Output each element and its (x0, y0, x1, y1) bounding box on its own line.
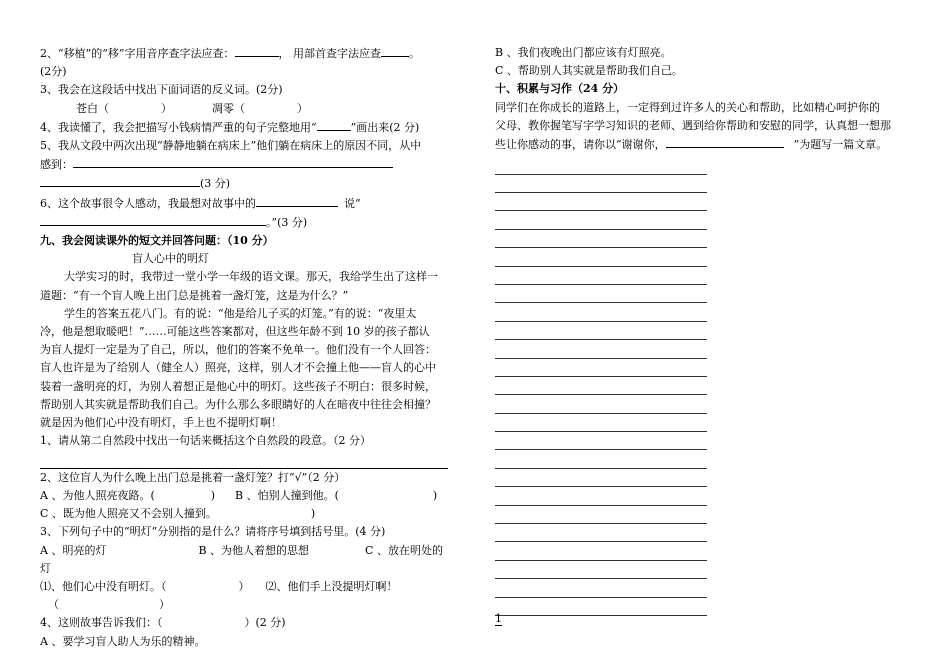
option-a-close: ) (210, 489, 216, 503)
word-1-close: ） (161, 101, 172, 115)
writing-prompt-text-b: ”为题写一篇文章。 (793, 138, 888, 152)
question-6-text-b: 说“ (344, 196, 361, 210)
reading-question-4-option-a: A 、要学习盲人助人为乐的精神。 (40, 634, 206, 648)
writing-line[interactable] (495, 524, 707, 542)
option-a: A 、明亮的灯 (40, 543, 107, 557)
writing-line[interactable] (495, 285, 707, 303)
option-b: B 、怕别人撞到他。( (235, 489, 339, 503)
story-paragraph-line: 学生的答案五花八门。有的说：“他是给儿子买的灯笼。”有的说：“夜里太 (64, 306, 417, 320)
question-2-text: 2、“移植”的“移”字用音序查字法应查： (40, 47, 235, 60)
writing-line[interactable] (495, 359, 707, 377)
word-1: 苍白（ (76, 101, 109, 115)
answer-blank[interactable] (256, 194, 338, 207)
section-10-heading: 十、积累与习作（24 分） (495, 82, 625, 96)
writing-line[interactable] (495, 303, 707, 321)
reading-question-2-option-c (40, 505, 464, 523)
writing-line[interactable] (495, 156, 707, 174)
question-6-line2 (40, 213, 464, 232)
story-paragraph-line: 盲人也许是为了给别人（健全人）照亮，这样，别人才不会撞上他——盲人的心中 (40, 361, 436, 375)
story-paragraph-line: 装着一盏明亮的灯，为别人着想正是他心中的明灯。这些孩子不明白：很多时候， (40, 379, 436, 393)
question-2-text-c: 。 (409, 47, 420, 60)
writing-line[interactable] (495, 267, 707, 285)
answer-blank[interactable] (73, 155, 393, 168)
writing-line[interactable] (495, 469, 707, 487)
question-4-text-b: ”画出来(2 分) (350, 120, 420, 134)
section-9-heading: 九、我会阅读课外的短文并回答问题：（10 分） (40, 234, 274, 248)
writing-line[interactable] (495, 395, 707, 413)
reading-question-3-sentences (40, 578, 464, 596)
question-6 (40, 194, 464, 213)
reading-question-4 (40, 614, 464, 632)
writing-line[interactable] (495, 450, 707, 468)
story-paragraph-line: 为盲人提灯一定是为了自己，所以，他们的答案不免单一。他们没有一个人回答： (40, 343, 436, 357)
option-a: A 、为他人照亮夜路。( (40, 489, 155, 503)
writing-line[interactable] (495, 175, 707, 193)
writing-line[interactable] (495, 432, 707, 450)
writing-line[interactable] (495, 506, 707, 524)
option-c-close: ) (310, 507, 316, 521)
reading-question-3-option-c-cont: 灯 (40, 561, 51, 575)
answer-blank[interactable] (317, 118, 351, 131)
reading-question-4-option-b: B 、我们夜晚出门都应该有灯照亮。 (495, 46, 672, 59)
left-column (40, 44, 464, 651)
writing-line[interactable] (495, 561, 707, 579)
story-paragraph-line: 帮助别人其实就是帮助我们自己。为什么那么多眼睛好的人在暗夜中往往会相撞？ (40, 397, 436, 411)
word-2: 凋零（ (212, 101, 245, 115)
story-paragraph-line: 道题：“有一个盲人晚上出门总是挑着一盏灯笼，这是为什么？” (40, 288, 349, 302)
title-blank[interactable] (666, 135, 784, 148)
writing-line[interactable] (495, 542, 707, 560)
sentence-1: ⑴、他们心中没有明灯。（ (40, 580, 167, 594)
writing-line[interactable] (495, 230, 707, 248)
question-2-score: (2分) (40, 65, 67, 79)
writing-line[interactable] (495, 340, 707, 358)
writing-prompt-text: 些让你感动的事，请你以“谢谢你， (495, 138, 666, 152)
writing-line[interactable] (495, 598, 707, 616)
question-6-score: 。”(3 分) (266, 215, 308, 229)
option-c: C 、既为他人照亮又不会别人撞到。 (40, 507, 217, 521)
reading-question-2-options (40, 487, 464, 505)
question-4-text: 4、这则故事告诉我们：（ (40, 616, 163, 630)
option-b-close: ) (432, 489, 438, 503)
writing-line[interactable] (495, 193, 707, 211)
question-2-text-b: ， 用部首查字法应查 (278, 47, 381, 60)
writing-line[interactable] (495, 248, 707, 266)
reading-question-3-options (40, 542, 464, 560)
story-paragraph-line: 冷，他是想取暖吧！”……可能这些答案都对，但这些年龄不到 10 岁的孩子都认 (40, 325, 430, 339)
writing-line[interactable] (495, 414, 707, 432)
reading-question-2: 2、这位盲人为什么晚上出门总是挑着一盏灯笼？打“√”（2 分） (40, 470, 346, 484)
writing-line[interactable] (495, 322, 707, 340)
composition-lines[interactable] (495, 156, 920, 616)
writing-prompt-line: 父母、教你握笔写字学习知识的老师、遇到给你帮助和安慰的同学，认真想一想那 (495, 118, 891, 132)
word-2-close: ） (297, 101, 308, 115)
question-6-text: 6、这个故事很令人感动，我最想对故事中的 (40, 196, 256, 210)
question-4-text: 4、我读懂了，我会把描写小钱病情严重的句子完整地用“ (40, 120, 317, 134)
question-3: 3、我会在这段话中找出下面词语的反义词。(2分) (40, 83, 283, 97)
writing-line[interactable] (495, 377, 707, 395)
option-b: B 、为他人着想的思想 (198, 543, 310, 557)
writing-prompt-line: 同学们在你成长的道路上，一定得到过许多人的关心和帮助，比如精心呵护你的 (495, 100, 880, 114)
answer-blank[interactable] (381, 44, 409, 57)
question-5-line3 (40, 174, 464, 193)
story-paragraph-line: 大学实习的时，我带过一堂小学一年级的语文课。那天，我给学生出了这样一 (64, 270, 438, 284)
reading-question-3: 3、下列句子中的“明灯”分别指的是什么？请将序号填到括号里。(4 分) (40, 525, 386, 539)
writing-line[interactable] (495, 211, 707, 229)
sentence-2: ⑵、他们手上没提明灯啊！ (265, 580, 398, 594)
sentence-1-close: ） (238, 580, 250, 594)
question-4-score: ）(2 分) (244, 616, 286, 630)
writing-line[interactable] (495, 579, 707, 597)
question-5-text: 感到： (40, 158, 73, 172)
option-c: C 、放在明处的 (365, 543, 443, 557)
reading-question-4-option-c: C 、帮助别人其实就是帮助我们自己。 (495, 64, 683, 78)
sentence-2-close: ） (159, 598, 170, 612)
question-2 (40, 44, 464, 63)
reading-question-3-sentence-2-answer (40, 596, 464, 614)
question-4 (40, 118, 464, 137)
question-3-words (40, 100, 464, 118)
reading-question-1: 1、请从第二自然段中找出一句话来概括这个自然段的段意。（2 分） (40, 434, 371, 448)
question-5-line2 (40, 155, 464, 174)
answer-blank[interactable] (235, 44, 279, 57)
story-title: 盲人心中的明灯 (132, 252, 209, 266)
right-column (495, 44, 920, 616)
page-number: 1 (495, 612, 502, 625)
answer-blank[interactable] (40, 174, 200, 187)
story-paragraph-line: 就是因为他们心中没有明灯，手上也不提明灯啊！ (40, 416, 282, 430)
question-5-score: (3 分) (200, 177, 231, 191)
question-5: 5、我从文段中两次出现“静静地躺在病床上”他们躺在病床上的原因不同，从中 (40, 139, 422, 153)
answer-line[interactable] (40, 450, 448, 468)
writing-line[interactable] (495, 487, 707, 505)
sentence-2-open: （ (48, 598, 59, 612)
writing-prompt-line (495, 135, 920, 154)
answer-blank[interactable] (40, 213, 266, 226)
